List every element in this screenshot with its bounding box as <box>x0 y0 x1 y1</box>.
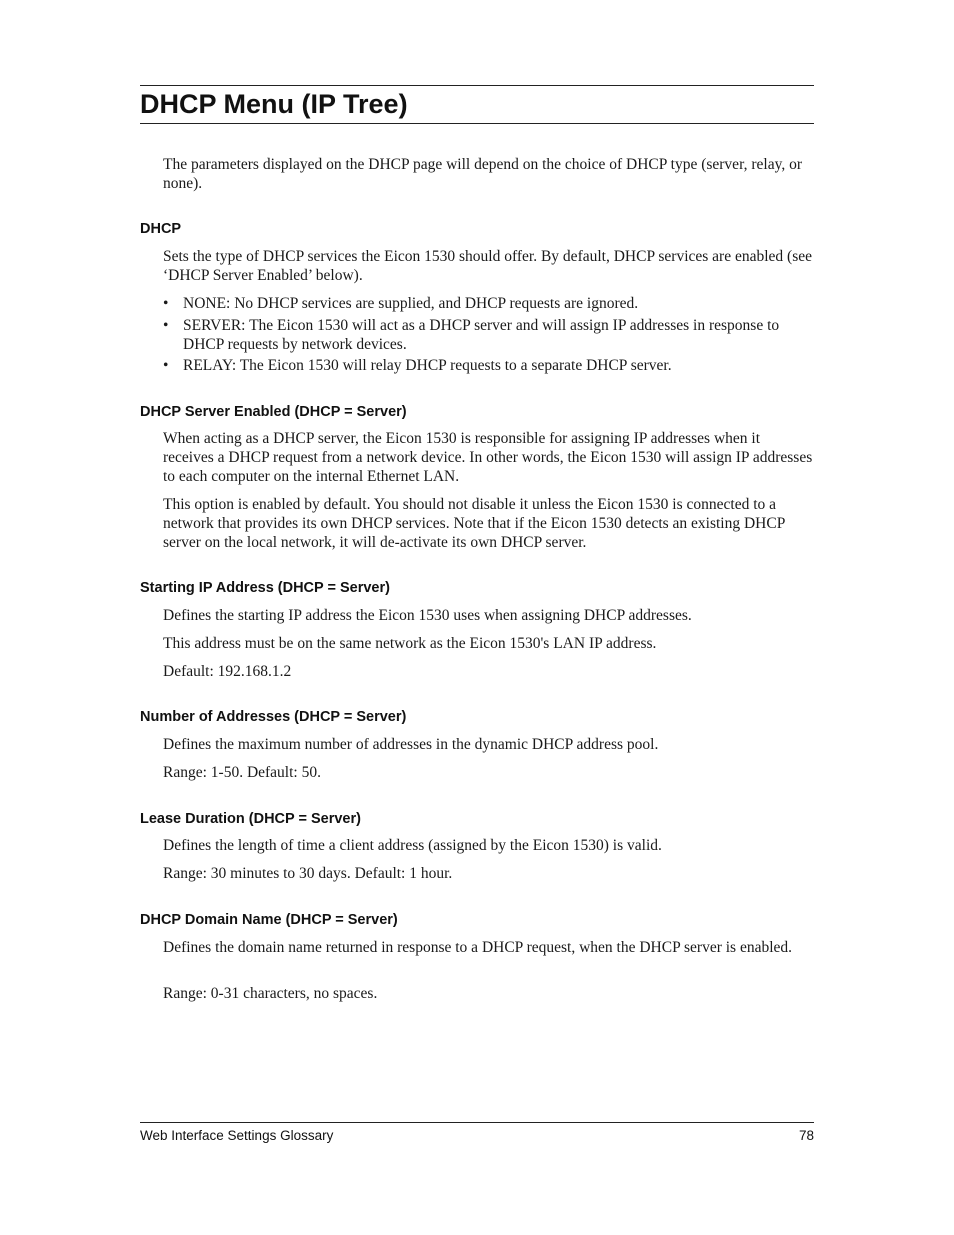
list-item <box>163 294 814 313</box>
section-heading-domain-name: DHCP Domain Name (DHCP = Server) <box>140 912 398 928</box>
bullet-icon: • <box>163 317 169 334</box>
footer-section-title: Web Interface Settings Glossary <box>140 1128 334 1143</box>
list-item <box>163 316 814 354</box>
starting-ip-default: Default: 192.168.1.2 <box>163 663 292 680</box>
num-addresses-range: Range: 1-50. Default: 50. <box>163 764 321 781</box>
section-heading-starting-ip: Starting IP Address (DHCP = Server) <box>140 580 390 596</box>
bullet-icon: • <box>163 357 169 374</box>
section-heading-server-enabled: DHCP Server Enabled (DHCP = Server) <box>140 404 407 420</box>
num-addresses-paragraph-1: Defines the maximum number of addresses in the dynamic DHCP address pool. <box>163 736 659 753</box>
starting-ip-paragraph-1: Defines the starting IP address the Eicon 1530 uses when assigning DHCP addresses. <box>163 607 692 624</box>
domain-name-paragraph-1: Defines the domain name returned in response to a DHCP request, when the DHCP server is enabled. <box>163 939 793 956</box>
server-enabled-paragraph-2: This option is enabled by default. You should not disable it unless the Eicon 1530 is connected to a network that provides its own DHCP services. Note that if the Eicon 1530 detects an existing DHCP server on the local network, it will de-activate its own DHCP server. <box>163 496 785 551</box>
section-heading-dhcp: DHCP <box>140 221 182 237</box>
list-item <box>163 356 814 375</box>
bullet-icon: • <box>163 295 169 312</box>
footer-rule <box>140 1122 814 1123</box>
lease-duration-range: Range: 30 minutes to 30 days. Default: 1 hour. <box>163 865 453 882</box>
list-item-text: SERVER: The Eicon 1530 will act as a DHCP server and will assign IP addresses in response to DHCP requests by network devices. <box>183 317 780 353</box>
section-heading-num-addresses: Number of Addresses (DHCP = Server) <box>140 709 407 725</box>
title-bottom-rule <box>140 123 814 124</box>
server-enabled-paragraph-1: When acting as a DHCP server, the Eicon 1530 is responsible for assigning IP addresses when it receives a DHCP request from a network device. In other words, the Eicon 1530 will assign IP addresses to each computer on the internal Ethernet LAN. <box>163 430 813 485</box>
starting-ip-paragraph-2: This address must be on the same network as the Eicon 1530's LAN IP address. <box>163 635 657 652</box>
domain-name-range: Range: 0-31 characters, no spaces. <box>163 985 378 1002</box>
lease-duration-paragraph-1: Defines the length of time a client address (assigned by the Eicon 1530) is valid. <box>163 837 662 854</box>
page-title: DHCP Menu (IP Tree) <box>140 89 408 119</box>
list-item-text: RELAY: The Eicon 1530 will relay DHCP requests to a separate DHCP server. <box>183 357 672 374</box>
section-heading-lease-duration: Lease Duration (DHCP = Server) <box>140 811 361 827</box>
list-item-text: NONE: No DHCP services are supplied, and DHCP requests are ignored. <box>183 295 639 312</box>
intro-paragraph: The parameters displayed on the DHCP page will depend on the choice of DHCP type (server, relay, or none). <box>163 156 802 192</box>
dhcp-description: Sets the type of DHCP services the Eicon 1530 should offer. By default, DHCP services are enabled (see ‘DHCP Server Enabled’ below). <box>163 248 812 284</box>
page-number: 78 <box>798 1128 814 1143</box>
